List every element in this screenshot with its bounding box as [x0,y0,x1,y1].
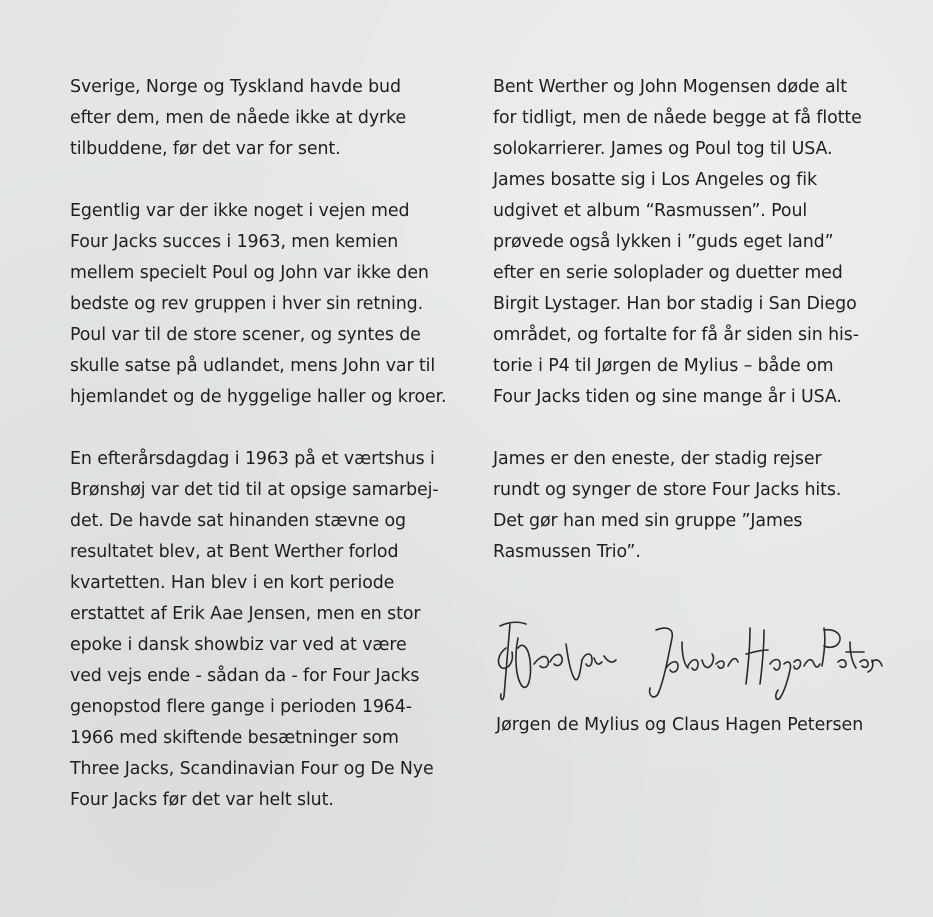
text-line: for tidligt, men de nåede begge at få flotte [493,108,862,128]
text-line: solokarrierer. James og Poul tog til USA. [493,139,833,159]
text-line: genopstod flere gange i perioden 1964- [70,697,412,717]
text-line: hjemlandet og de hyggelige haller og kroer. [70,387,447,407]
text-line: erstattet af Erik Aae Jensen, men en stor [70,604,421,624]
right-column [493,72,893,599]
text-line: epoke i dansk showbiz var ved at være [70,635,407,655]
text-line: efter dem, men de nåede ikke at dyrke [70,108,407,128]
text-line: udgivet et album “Rasmussen”. Poul [493,201,808,221]
text-line: mellem specielt Poul og John var ikke den [70,263,429,283]
text-line: kvartetten. Han blev i en kort periode [70,573,395,593]
text-line: rundt og synger de store Four Jacks hits. [493,480,842,500]
text-line: torie i P4 til Jørgen de Mylius – både om [493,356,834,376]
text-line: tilbuddene, før det var for sent. [70,139,341,159]
signature-caption: Jørgen de Mylius og Claus Hagen Petersen [496,715,864,735]
text-line: Three Jacks, Scandinavian Four og De Nye [70,759,434,779]
text-line: området, og fortalte for få år siden sin his- [493,325,859,345]
left-column [70,72,460,847]
text-line: Sverige, Norge og Tyskland havde bud [70,77,401,97]
paragraph [70,72,460,165]
handwritten-signatures [488,608,888,708]
text-line: prøvede også lykken i ”guds eget land” [493,232,834,252]
text-line: Four Jacks tiden og sine mange år i USA. [493,387,842,407]
text-line: skulle satse på udlandet, mens John var til [70,356,436,376]
paragraph [70,196,460,413]
text-line: En efterårsdagdag i 1963 på et værtshus i [70,449,435,469]
text-line: Brønshøj var det tid til at opsige samarbej- [70,480,439,500]
text-line: James bosatte sig i Los Angeles og fik [493,170,817,190]
paragraph [493,72,893,413]
text-line: efter en serie soloplader og duetter med [493,263,843,283]
text-line: James er den eneste, der stadig rejser [493,449,822,469]
text-line: bedste og rev gruppen i hver sin retning. [70,294,424,314]
text-line: Four Jacks succes i 1963, men kemien [70,232,399,252]
signature-drawing [488,608,888,708]
text-line: resultatet blev, at Bent Werther forlod [70,542,399,562]
paragraph [70,444,460,816]
text-line: 1966 med skiftende besætninger som [70,728,399,748]
paragraph [493,444,893,568]
text-line: det. De havde sat hinanden stævne og [70,511,406,531]
text-line: Birgit Lystager. Han bor stadig i San Diego [493,294,857,314]
text-line: Det gør han med sin gruppe ”James [493,511,803,531]
text-line: Rasmussen Trio”. [493,542,641,562]
text-line: ved vejs ende - sådan da - for Four Jacks [70,666,420,686]
text-line: Bent Werther og John Mogensen døde alt [493,77,847,97]
text-line: Poul var til de store scener, og syntes de [70,325,421,345]
text-line: Egentlig var der ikke noget i vejen med [70,201,410,221]
text-line: Four Jacks før det var helt slut. [70,790,334,810]
